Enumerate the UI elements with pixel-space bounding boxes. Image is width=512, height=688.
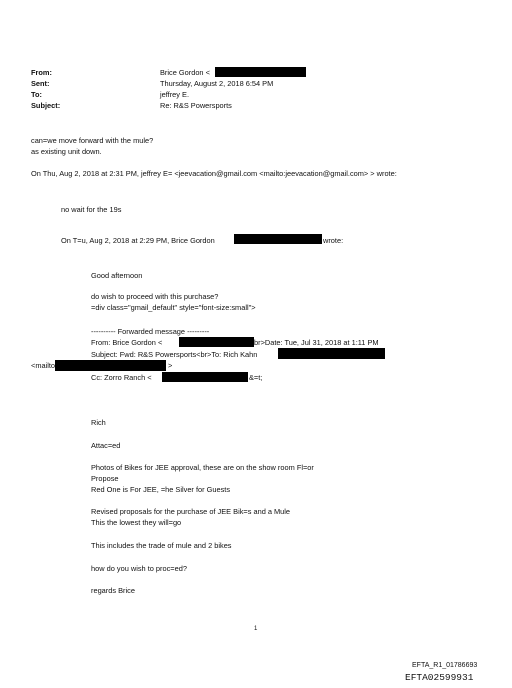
- body-line: how do you wish to proc=ed?: [91, 564, 187, 573]
- forwarded-date: br>Date: Tue, Jul 31, 2018 at 1:11 PM: [254, 338, 379, 347]
- forwarded-subject: Subject: Fwd: R&S Powersports<br>To: Rich Kahn: [91, 350, 258, 359]
- body-line: as existing unit down.: [31, 147, 102, 156]
- body-line: Red One is For JEE, =he Silver for Guests: [91, 485, 231, 494]
- redaction-box: [215, 67, 306, 77]
- body-line: This includes the trade of mule and 2 bikes: [91, 541, 232, 550]
- sent-label: Sent:: [31, 79, 50, 88]
- sent-value: Thursday, August 2, 2018 6:54 PM: [160, 79, 274, 88]
- body-line: do wish to proceed with this purchase?: [91, 292, 219, 301]
- forwarded-from: From: Brice Gordon <: [91, 338, 163, 347]
- body-line: Rich: [91, 418, 106, 427]
- redaction-box: [278, 348, 385, 359]
- page-number: 1: [254, 626, 258, 632]
- to-label: To:: [31, 90, 42, 99]
- body-line: Propose: [91, 474, 119, 483]
- redaction-box: [179, 337, 254, 347]
- greeting: Good afternoon: [91, 271, 143, 280]
- gt-fragment: >: [168, 361, 173, 370]
- quote-intro: On Thu, Aug 2, 2018 at 2:31 PM, jeffrey E= <jeevacation@gmail.com <mailto:jeevacation@gmail.com> > wrote:: [31, 169, 397, 178]
- redaction-box: [55, 360, 166, 371]
- cc-line: Cc: Zorro Ranch <: [91, 373, 152, 382]
- from-value: Brice Gordon <: [160, 68, 210, 77]
- signature: regards Brice: [91, 586, 135, 595]
- reply-text: no wait for the 19s: [61, 205, 122, 214]
- bates-number: EFTA02599931: [405, 672, 474, 683]
- to-value: jeffrey E.: [160, 90, 190, 99]
- subject-value: Re: R&S Powersports: [160, 101, 232, 110]
- body-line: This the lowest they will=go: [91, 518, 182, 527]
- quote-intro-tail: wrote:: [323, 236, 344, 245]
- redaction-box: [234, 234, 322, 244]
- forwarded-header: ---------- Forwarded message ---------: [91, 327, 210, 336]
- bates-number: EFTA_R1_01786693: [412, 662, 478, 669]
- quote-intro: On T=u, Aug 2, 2018 at 2:29 PM, Brice Gordon: [61, 236, 215, 245]
- html-fragment: =div class="gmail_default" style="font-size:small">: [91, 303, 256, 312]
- body-line: Revised proposals for the purchase of JEE Bik=s and a Mule: [91, 507, 291, 516]
- subject-label: Subject:: [31, 101, 61, 110]
- redaction-box: [162, 372, 248, 382]
- from-label: From:: [31, 68, 52, 77]
- cc-tail: &=t;: [249, 373, 263, 382]
- body-line: Photos of Bikes for JEE approval, these are on the show room Fl=or: [91, 463, 314, 472]
- body-line: can=we move forward with the mule?: [31, 136, 154, 145]
- mailto-fragment: <mailto: [31, 361, 56, 370]
- body-line: Attac=ed: [91, 441, 121, 450]
